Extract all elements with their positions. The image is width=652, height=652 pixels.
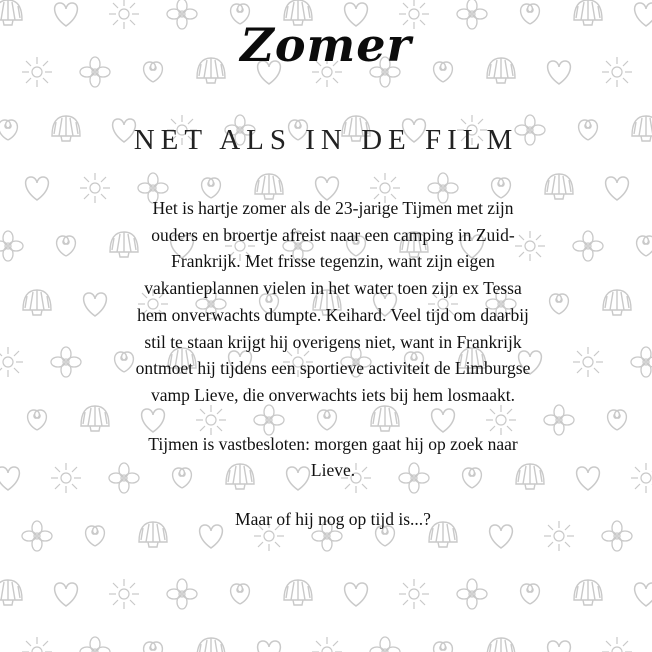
blurb-paragraph-3: Maar of hij nog op tijd is...? <box>235 509 431 530</box>
book-title: NET ALS IN DE FILM <box>133 124 519 156</box>
blurb-text <box>128 195 538 555</box>
brand-title: Zomer <box>240 18 412 72</box>
blurb-paragraph-2: Tijmen is vastbesloten: morgen gaat hij op zoek naar Lieve. <box>148 433 518 481</box>
blurb-paragraph-1: Het is hartje zomer als de 23-jarige Tijmen met zijn ouders en broertje afreist naar een camping in Zuid-Frankrijk. Met frisse tegenzin, want zijn eigen vakantieplannen vielen in het water toen zijn ex Tessa hem onverwachts dumpte. Keihard. Veel tijd om daarbij stil te staan krijgt hij overigens niet, want in Frankrijk ontmoet hij tijdens een sportieve activiteit de Limburgse vamp Lieve, die onverwachts iets bij hem losmaakt. <box>135 198 531 405</box>
